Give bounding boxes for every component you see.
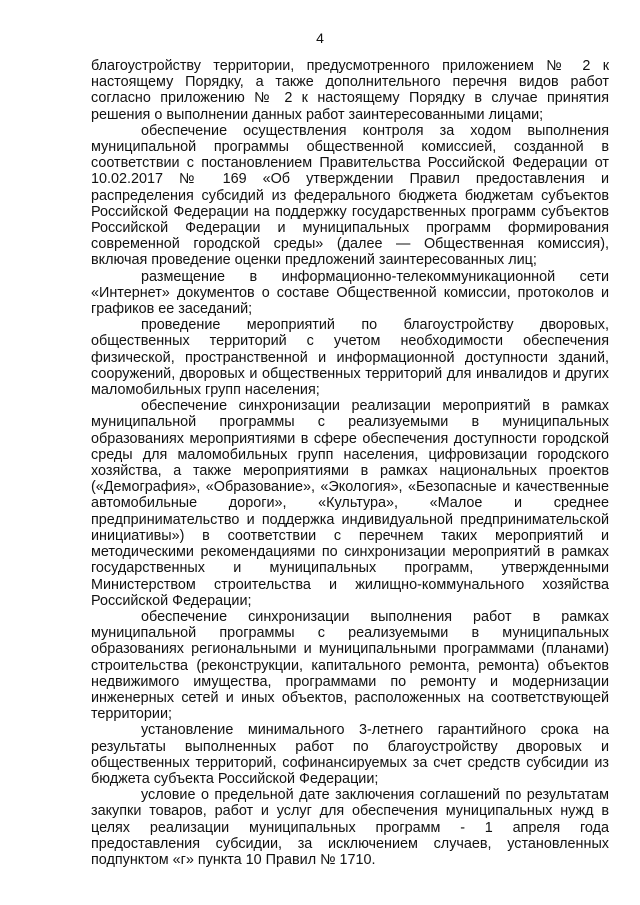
paragraph-synchronization-national-projects: обеспечение синхронизации реализации мероприятий в рамках муниципальной программы с реализуемыми в муниципальных образованиях мероприятиями в сфере обеспечения доступности городской среды для маломобильных групп населения, цифровизации городского хозяйства, а также мероприятиями в рамках национальных проектов («Демография», «Образование», «Экология», «Безопасные и качественные автомобильные дороги», «Культура», «Малое и среднее предпринимательство и поддержка индивидуальной предпринимательской инициативы») в соответствии с перечнем таких мероприятий и методическими рекомендациями по синхронизации мероприятий в рамках государственных и муниципальных программ, утвержденными Министерством строительства и жилищно-коммунального хозяйства Российской Федерации; (91, 398, 609, 609)
paragraph-public-commission-control: обеспечение осуществления контроля за ходом выполнения муниципальной программы общественной комиссией, созданной в соответствии с постановлением Правительства Российской Федерации от 10.02.2017 № 169 «Об утверждении Правил предоставления и распределения субсидий из федерального бюджета бюджетам субъектов Российской Федерации на поддержку государственных программ субъектов Российской Федерации и муниципальных программ формирования современной городской среды» (далее — Общественная комиссия), включая проведение оценки предложений заинтересованных лиц; (91, 122, 609, 269)
paragraph-continuation: благоустройству территории, предусмотренного приложением № 2 к настоящему Порядку, а также дополнительного перечня видов работ согласно приложению № 2 к настоящему Порядку в случае принятия решения о выполнении данных работ заинтересованными лицами; (91, 58, 609, 123)
paragraph-synchronization-construction: обеспечение синхронизации выполнения работ в рамках муниципальной программы с реализуемыми в муниципальных образованиях региональными и муниципальными программами (планами) строительства (реконструкции, капитального ремонта, ремонта) объектов недвижимого имущества, программами по ремонту и модернизации инженерных сетей и иных объектов, расположенных на соответствующей территории; (91, 608, 609, 723)
paragraph-accessibility-measures: проведение мероприятий по благоустройству дворовых, общественных территорий с учетом необходимости обеспечения физической, пространственной и информационной доступности зданий, сооружений, дворовых и общественных территорий для инвалидов и других маломобильных групп населения; (91, 317, 609, 399)
paragraph-contract-deadline: условие о предельной дате заключения соглашений по результатам закупки товаров, работ и услуг для обеспечения муниципальных нужд в целях реализации муниципальных программ - 1 апреля года предоставления субсидии, за исключением случаев, установленных подпунктом «г» пункта 10 Правил № 1710. (91, 787, 609, 868)
page-number: 4 (316, 30, 324, 46)
paragraph-warranty-period: установление минимального 3-летнего гарантийного срока на результаты выполненных работ по благоустройству дворовых и общественных территорий, софинансируемых за счет средств субсидии из бюджета субъекта Российской Федерации; (91, 722, 609, 787)
paragraph-internet-publication: размещение в информационно-телекоммуникационной сети «Интернет» документов о составе Общественной комиссии, протоколов и графиков ее заседаний; (91, 268, 609, 318)
document-body (91, 58, 609, 868)
